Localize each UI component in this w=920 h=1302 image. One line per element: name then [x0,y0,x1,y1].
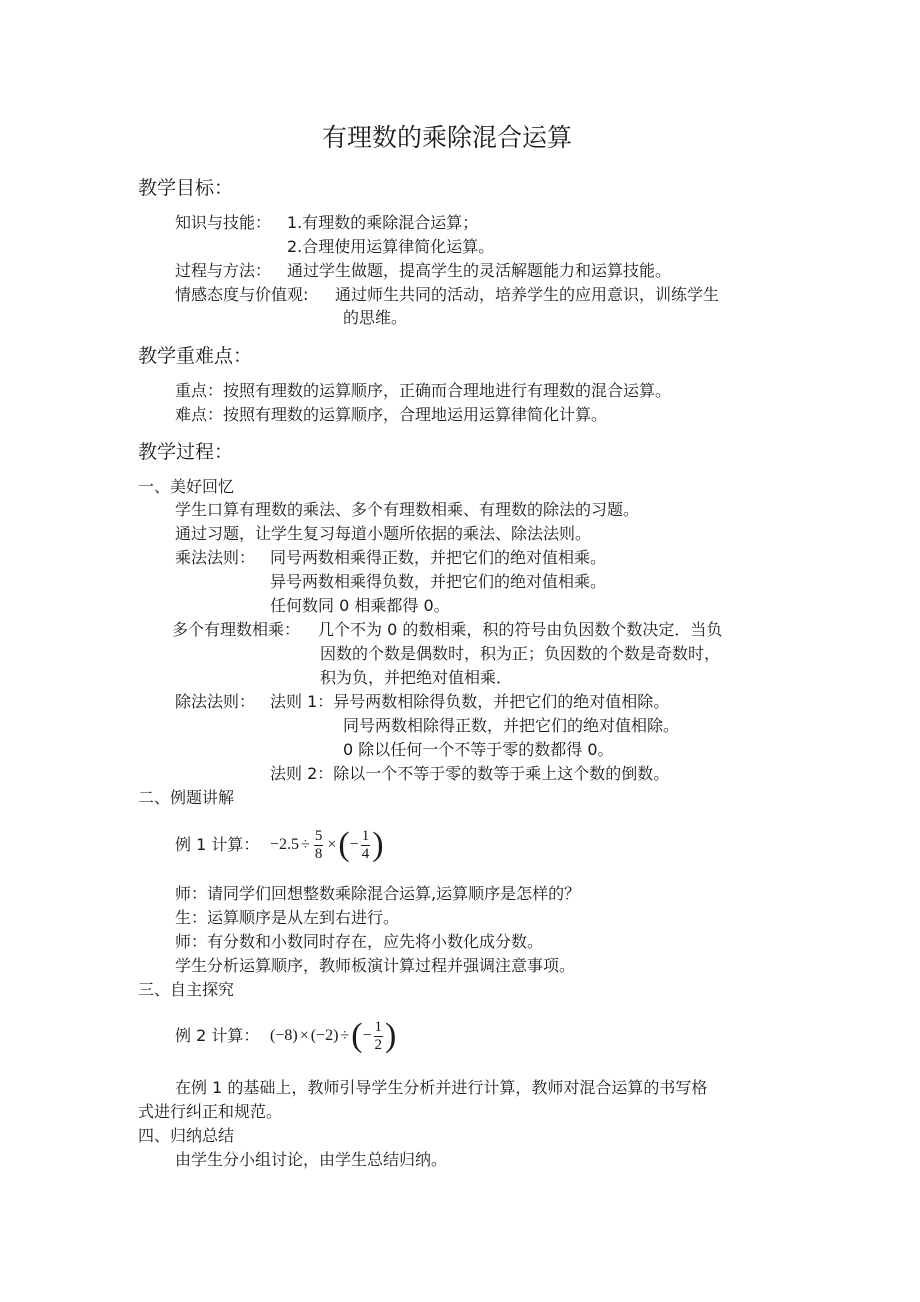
emotion-text-1: 通过师生共同的活动，培养学生的应用意识，训练学生 [335,285,720,304]
multi-factor-line-1: 几个不为 0 的数相乘，积的符号由负因数个数决定．当负 [318,620,723,639]
knowledge-item-2: 2.合理使用运算律简化运算。 [287,237,495,256]
multi-factor-line-2: 因数的个数是偶数时，积为正；负因数的个数是奇数时， [320,644,721,663]
key-point: 重点：按照有理数的运算顺序，正确而合理地进行有理数的混合运算。 [175,381,672,400]
division-rule-1: 法则 1：异号两数相除得负数，并把它们的绝对值相除。 [270,692,670,711]
ex1-fraction-2 [361,828,371,863]
times-sign: × [327,836,337,853]
ex2-fraction [374,1019,384,1054]
section-1-title: 一、美好回忆 [138,477,235,496]
page-title: 有理数的乘除混合运算 [322,123,573,152]
divide-sign: ÷ [340,1027,350,1044]
left-paren: ( [338,826,350,863]
ex2-term-a: (−8) [270,1027,298,1044]
division-rule-1-b: 同号两数相除得正数，并把它们的绝对值相除。 [343,716,680,735]
multiplication-label: 乘法法则： [175,548,256,567]
emotion-label: 情感态度与价值观: [175,285,309,304]
ex2-fraction-numerator: 1 [374,1018,383,1035]
section-1-line-1: 学生口算有理数的乘法、多个有理数相乘、有理数的除法的习题。 [175,500,640,519]
emotion-text-2: 的思维。 [343,308,408,327]
ex1-fraction-2-denominator: 4 [361,845,370,862]
division-label: 除法法则： [175,692,256,711]
negative-sign: − [362,1027,372,1044]
section-4-text: 由学生分小组讨论，由学生总结归纳。 [175,1150,448,1169]
dialog-line-2: 生：运算顺序是从左到右进行。 [175,908,400,927]
division-rule-2: 法则 2：除以一个不等于零的数等于乘上这个数的倒数。 [270,764,670,783]
ex1-fraction-1-denominator: 8 [314,845,323,862]
difficulties-heading: 教学重难点： [138,345,253,367]
multi-factor-label: 多个有理数相乘： [172,620,301,639]
left-paren: ( [351,1017,363,1054]
example-2-expression [270,1011,396,1061]
right-paren: ) [385,1017,397,1054]
hard-point: 难点：按照有理数的运算顺序，合理地运用运算律简化计算。 [175,405,608,424]
section-1-line-2: 通过习题，让学生复习每道小题所依据的乘法、除法法则。 [175,524,592,543]
ex1-term-1: −2.5 [270,836,300,853]
example-2-text-2: 式进行纠正和规范。 [138,1102,283,1121]
negative-sign: − [349,836,359,853]
multiplication-rule-1: 同号两数相乘得正数，并把它们的绝对值相乘。 [270,548,607,567]
section-3-title: 三、自主探究 [138,980,235,999]
ex1-fraction-1-numerator: 5 [314,827,323,844]
section-4-title: 四、归纳总结 [138,1126,235,1145]
times-sign: × [299,1027,309,1044]
divide-sign: ÷ [301,836,310,853]
dialog-line-4: 学生分析运算顺序，教师板演计算过程并强调注意事项。 [175,956,576,975]
knowledge-item-1: 1.有理数的乘除混合运算； [287,213,479,232]
example-2-label: 例 2 计算： [175,1026,260,1045]
multiplication-rule-3: 任何数同 0 相乘都得 0。 [270,596,450,615]
ex2-fraction-denominator: 2 [374,1036,383,1053]
process-label: 过程与方法： [175,261,272,280]
right-paren: ) [372,826,384,863]
objectives-heading: 教学目标： [138,177,234,199]
section-2-title: 二、例题讲解 [138,788,235,807]
knowledge-label: 知识与技能： [175,213,272,232]
ex2-term-b: (−2) [310,1027,339,1044]
ex1-fraction-1 [314,828,324,863]
process-text: 通过学生做题，提高学生的灵活解题能力和运算技能。 [287,261,672,280]
multiplication-rule-2: 异号两数相乘得负数，并把它们的绝对值相乘。 [270,572,607,591]
example-1-expression [270,820,384,870]
example-2-text-1: 在例 1 的基础上，教师引导学生分析并进行计算，教师对混合运算的书写格 [175,1078,708,1097]
dialog-line-3: 师：有分数和小数同时存在，应先将小数化成分数。 [175,932,544,951]
dialog-line-1: 师：请同学们回想整数乘除混合运算,运算顺序是怎样的？ [175,884,581,903]
division-rule-1-c: 0 除以任何一个不等于零的数都得 0。 [343,740,614,759]
process-heading: 教学过程： [138,441,234,463]
ex1-fraction-2-numerator: 1 [361,827,370,844]
example-1-label: 例 1 计算： [175,835,260,854]
multi-factor-line-3: 积为负，并把绝对值相乘． [320,668,513,687]
